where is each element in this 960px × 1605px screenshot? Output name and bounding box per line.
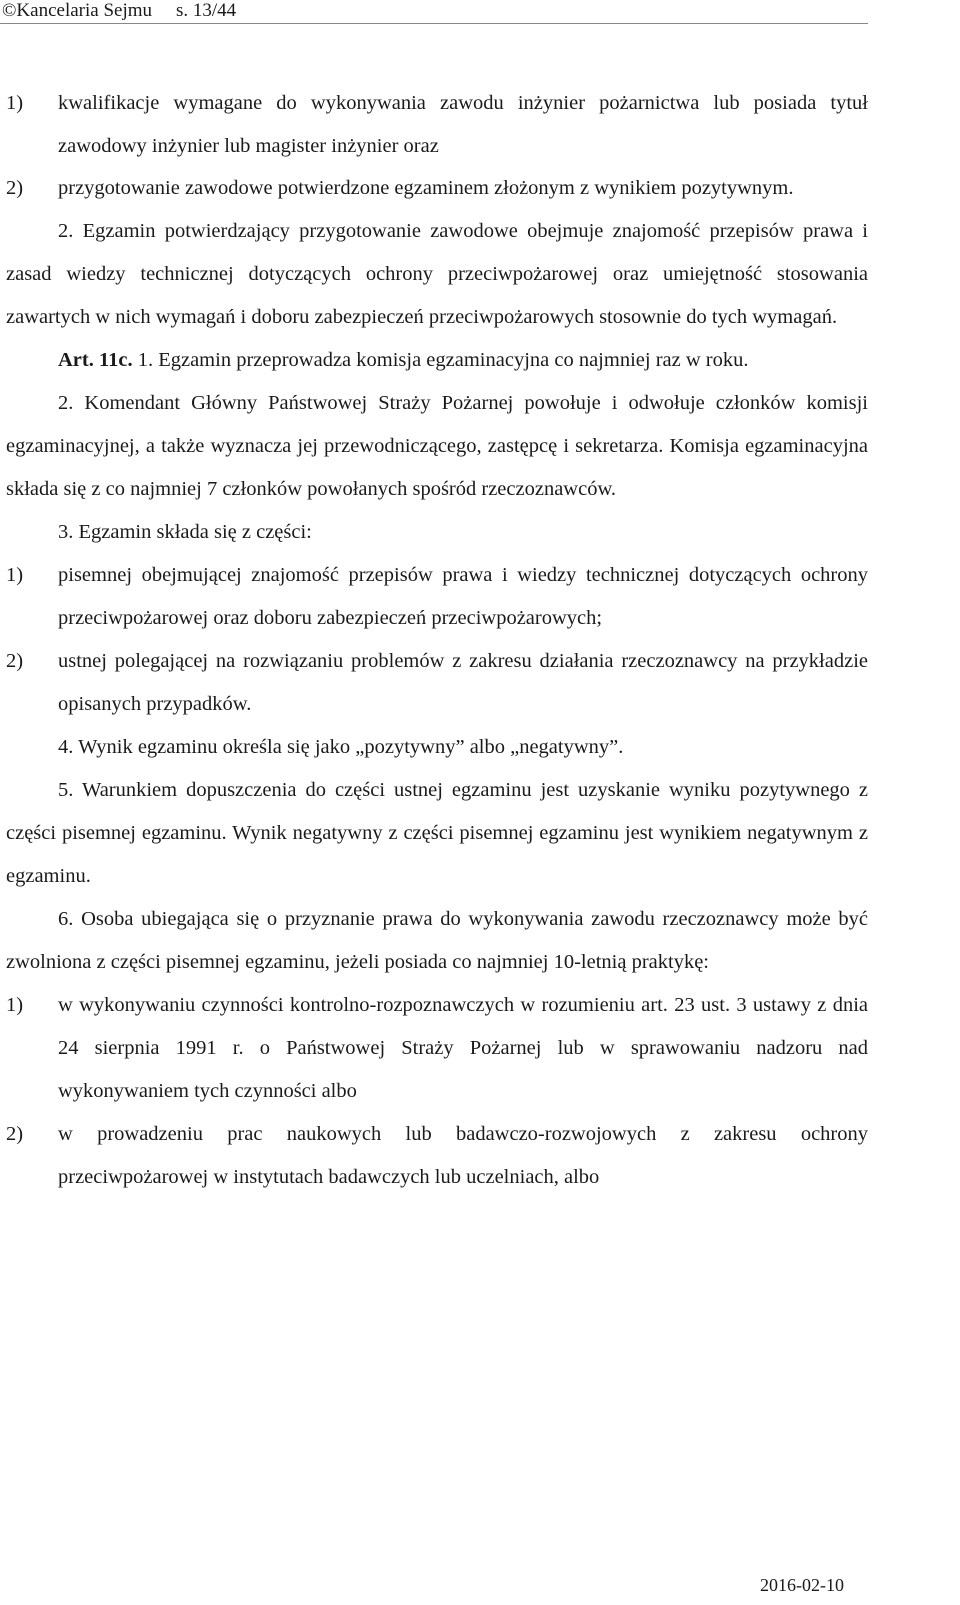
list-item-number: 1) [6,92,24,114]
page-header [0,0,868,26]
list-item-number: 1) [6,563,24,586]
list-item-text: przygotowanie zawodowe potwierdzone egzaminem złożonym z wynikiem pozytywnym. [58,177,794,199]
article-text: 1. Egzamin przeprowadza komisja egzaminacyjna co najmniej raz w roku. [132,348,749,371]
list-item-number: 2) [6,649,24,672]
header-publisher: ©Kancelaria Sejmu [2,0,153,21]
article-11c-para-2: 2. Komendant Główny Państwowej Straży Pożarnej powołuje i odwołuje członków komisji egzaminacyjnej, a także wyznacza jej przewodniczącego, zastępcę i sekretarza. Komisja egzaminacyjna składa się z co najmniej 7 członków powołanych spośród rzeczoznawców. [6,391,868,500]
list-item-number: 2) [6,177,24,199]
paragraph-3: 3. Egzamin składa się z części: [58,520,312,543]
list-item [6,1113,868,1199]
list-item [6,640,868,726]
paragraph-5: 5. Warunkiem dopuszczenia do części ustnej egzaminu jest uzyskanie wyniku pozytywnego z części pisemnej egzaminu. Wynik negatywny z części pisemnej egzaminu jest wynikiem negatywnym z egzaminu. [6,778,868,887]
list-item [6,82,868,167]
list-practice [6,984,868,1199]
page-footer-date: 2016-02-10 [760,1575,844,1595]
list-item-text: kwalifikacje wymagane do wykonywania zawodu inżynier pożarnictwa lub posiada tytuł zawodowy inżynier lub magister inżynier oraz [58,92,868,157]
list-item-text: ustnej polegającej na rozwiązaniu problemów z zakresu działania rzeczoznawcy na przykładzie opisanych przypadków. [58,649,868,715]
list-item-text: w wykonywaniu czynności kontrolno-rozpoznawczych w rozumieniu art. 23 ust. 3 ustawy z dnia 24 sierpnia 1991 r. o Państwowej Straży Pożarnej lub w sprawowaniu nadzoru nad wykonywaniem tych czynności albo [58,993,868,1102]
paragraph-4: 4. Wynik egzaminu określa się jako „pozytywny” albo „negatywny”. [58,735,624,758]
article-label: Art. 11c. [58,348,133,371]
list-qualifications [6,82,868,210]
document-body [6,82,868,1199]
header-rule [0,23,868,24]
list-item-number: 1) [6,993,24,1016]
list-item-text: pisemnej obejmującej znajomość przepisów prawa i wiedzy technicznej dotyczących ochrony przeciwpożarowej oraz doboru zabezpieczeń przeciwpożarowych; [58,563,868,629]
list-item [6,984,868,1113]
list-item [6,554,868,640]
list-item [6,167,868,210]
article-11c-para-1 [6,339,868,382]
list-item-text: w prowadzeniu prac naukowych lub badawczo-rozwojowych z zakresu ochrony przeciwpożarowej w instytutach badawczych lub uczelniach, albo [58,1122,868,1188]
list-exam-parts [6,554,868,726]
header-page-number: s. 13/44 [176,0,237,21]
list-item-number: 2) [6,1122,24,1145]
paragraph-6: 6. Osoba ubiegająca się o przyznanie prawa do wykonywania zawodu rzeczoznawcy może być zwolniona z części pisemnej egzaminu, jeżeli posiada co najmniej 10-letnią praktykę: [6,907,868,973]
paragraph-2: 2. Egzamin potwierdzający przygotowanie zawodowe obejmuje znajomość przepisów prawa i zasad wiedzy technicznej dotyczących ochrony przeciwpożarowej oraz umiejętność stosowania zawartych w nich wymagań i doboru zabezpieczeń przeciwpożarowych stosownie do tych wymagań. [6,219,868,328]
